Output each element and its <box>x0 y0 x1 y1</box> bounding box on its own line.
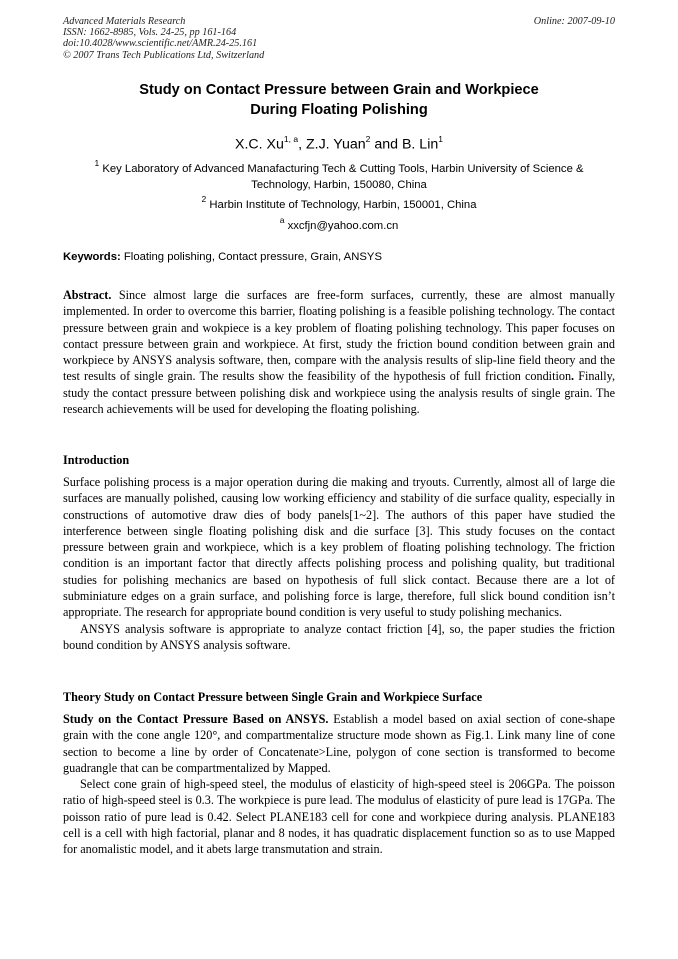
theory-heading: Theory Study on Contact Pressure between Single Grain and Workpiece Surface <box>63 690 483 704</box>
abstract <box>63 287 615 417</box>
introduction-paragraph-1: Surface polishing process is a major operation during die making and tryouts. Currently, almost all of large die surfaces are manually polished, causing low working efficiency and stability of die surface quality, especially in constructions of automotive draw dies of body panels[1~2]. The authors of this paper have studied the interference between single floating polishing disk and die surface [3]. This study focuses on the contact pressure between grain and workpiece, which is a key problem of floating polishing technology. The friction condition is an important factor that directly affects polishing process and polishing quality, but traditional studies for polishing mechanics are based on hypothesis of full slick contact. Because there are a lot of subminiature edges on a grain surface, and polishing force is large, therefore, full slick bound condition isn’t appropriate. The research for appropriate bound condition is very useful to study polishing mechanics. <box>63 475 615 620</box>
title-line-1: Study on Contact Pressure between Grain and Workpiece <box>139 82 539 98</box>
paper-title <box>63 81 615 120</box>
online-date: Online: 2007-09-10 <box>533 16 615 27</box>
introduction-section <box>63 474 615 653</box>
affiliation-1-line-1: Key Laboratory of Advanced Manafacturing Tech & Cutting Tools, Harbin University of Science & <box>99 162 584 175</box>
author-2-affil-mark: 2 <box>365 134 371 144</box>
journal-name: Advanced Materials Research <box>63 16 186 27</box>
title-line-2: During Floating Polishing <box>250 101 428 118</box>
doi-line: doi:10.4028/www.scientific.net/AMR.24-25.161 <box>63 38 258 50</box>
author-email <box>63 213 615 234</box>
author-list <box>63 130 615 155</box>
affiliation-2 <box>63 192 615 213</box>
theory-subheading: Study on the Contact Pressure Based on ANSYS. <box>63 712 329 726</box>
abstract-text-1: Since almost large die surfaces are free-form surfaces, currently, these are almost manually implemented. In order to overcome this barrier, floating polishing is a feasible polishing technology. The contact pressure between grain and wokpiece is a key problem of floating polishing technology. This paper focuses on contact pressure between grain and workpiece. At first, study the friction bound condition between grain and workpiece by ANSYS analysis software, then, compare with the analysis results of slip-line field theory and the test results of single grain. The results show the feasibility of the hypothesis of full friction condition <box>63 288 615 384</box>
introduction-paragraph-2: ANSYS analysis software is appropriate to analyze contact friction [4], so, the paper studies the friction bound condition by ANSYS analysis software. <box>63 621 615 652</box>
abstract-bold-period: . <box>571 369 575 384</box>
email-mark: a <box>279 215 285 225</box>
abstract-text-2: Finally, study the contact pressure between polishing disk and workpiece using the analysis results of single grain. The research achievements will be used for developing the floating polishing. <box>63 369 615 417</box>
author-1-affil-mark: 1, a <box>283 134 299 144</box>
author-1: X.C. Xu <box>235 136 284 153</box>
affiliation-2-text: Harbin Institute of Technology, Harbin, 150001, China <box>206 198 477 211</box>
theory-paragraph-1 <box>63 711 615 776</box>
publication-metadata <box>63 16 264 61</box>
affiliation-1 <box>63 156 615 194</box>
keywords-text: Floating polishing, Contact pressure, Grain, ANSYS <box>120 251 382 263</box>
author-3-affil-mark: 1 <box>438 134 443 144</box>
affiliation-1-mark: 1 <box>94 158 100 168</box>
keywords-label: Keywords: <box>63 251 121 263</box>
affiliation-1-line-2: Technology, Harbin, 150080, China <box>251 179 427 192</box>
introduction-heading: Introduction <box>63 453 130 467</box>
abstract-label: Abstract. <box>63 288 112 302</box>
copyright-line: © 2007 Trans Tech Publications Ltd, Switzerland <box>63 49 265 61</box>
issn-line: ISSN: 1662-8985, Vols. 24-25, pp 161-164 <box>63 27 237 39</box>
theory-paragraph-2: Select cone grain of high-speed steel, the modulus of elasticity of high-speed steel is 206GPa. The poisson ratio of high-speed steel is 0.3. The workpiece is pure lead. The modulus of elasticity of pure lead is 17GPa. The poisson ratio of pure lead is 0.42. Select PLANE183 cell for cone and workpiece during analysis. PLANE183 cell is a cell with high factorial, planar and 8 nodes, it has quadratic displacement function so as to use Mapped for anomalistic model, and it abets large transmutation and strain. <box>63 777 615 857</box>
keywords <box>63 250 615 264</box>
theory-paragraph-1-text: Establish a model based on axial section of cone-shape grain with the cone angle 120°, and compartmentalize structure mode shown as Fig.1. Link many line of cone section to become a line by order of Concatenate>Line, polygon of cone section is transformed to become guadrangle that can be compartmentalized by Mapped. <box>63 712 615 775</box>
email-address: xxcfjn@yahoo.com.cn <box>284 219 399 232</box>
author-3: and B. Lin <box>370 136 439 153</box>
affiliation-2-mark: 2 <box>201 194 207 204</box>
author-2: , Z.J. Yuan <box>298 136 366 153</box>
theory-section <box>63 711 615 858</box>
